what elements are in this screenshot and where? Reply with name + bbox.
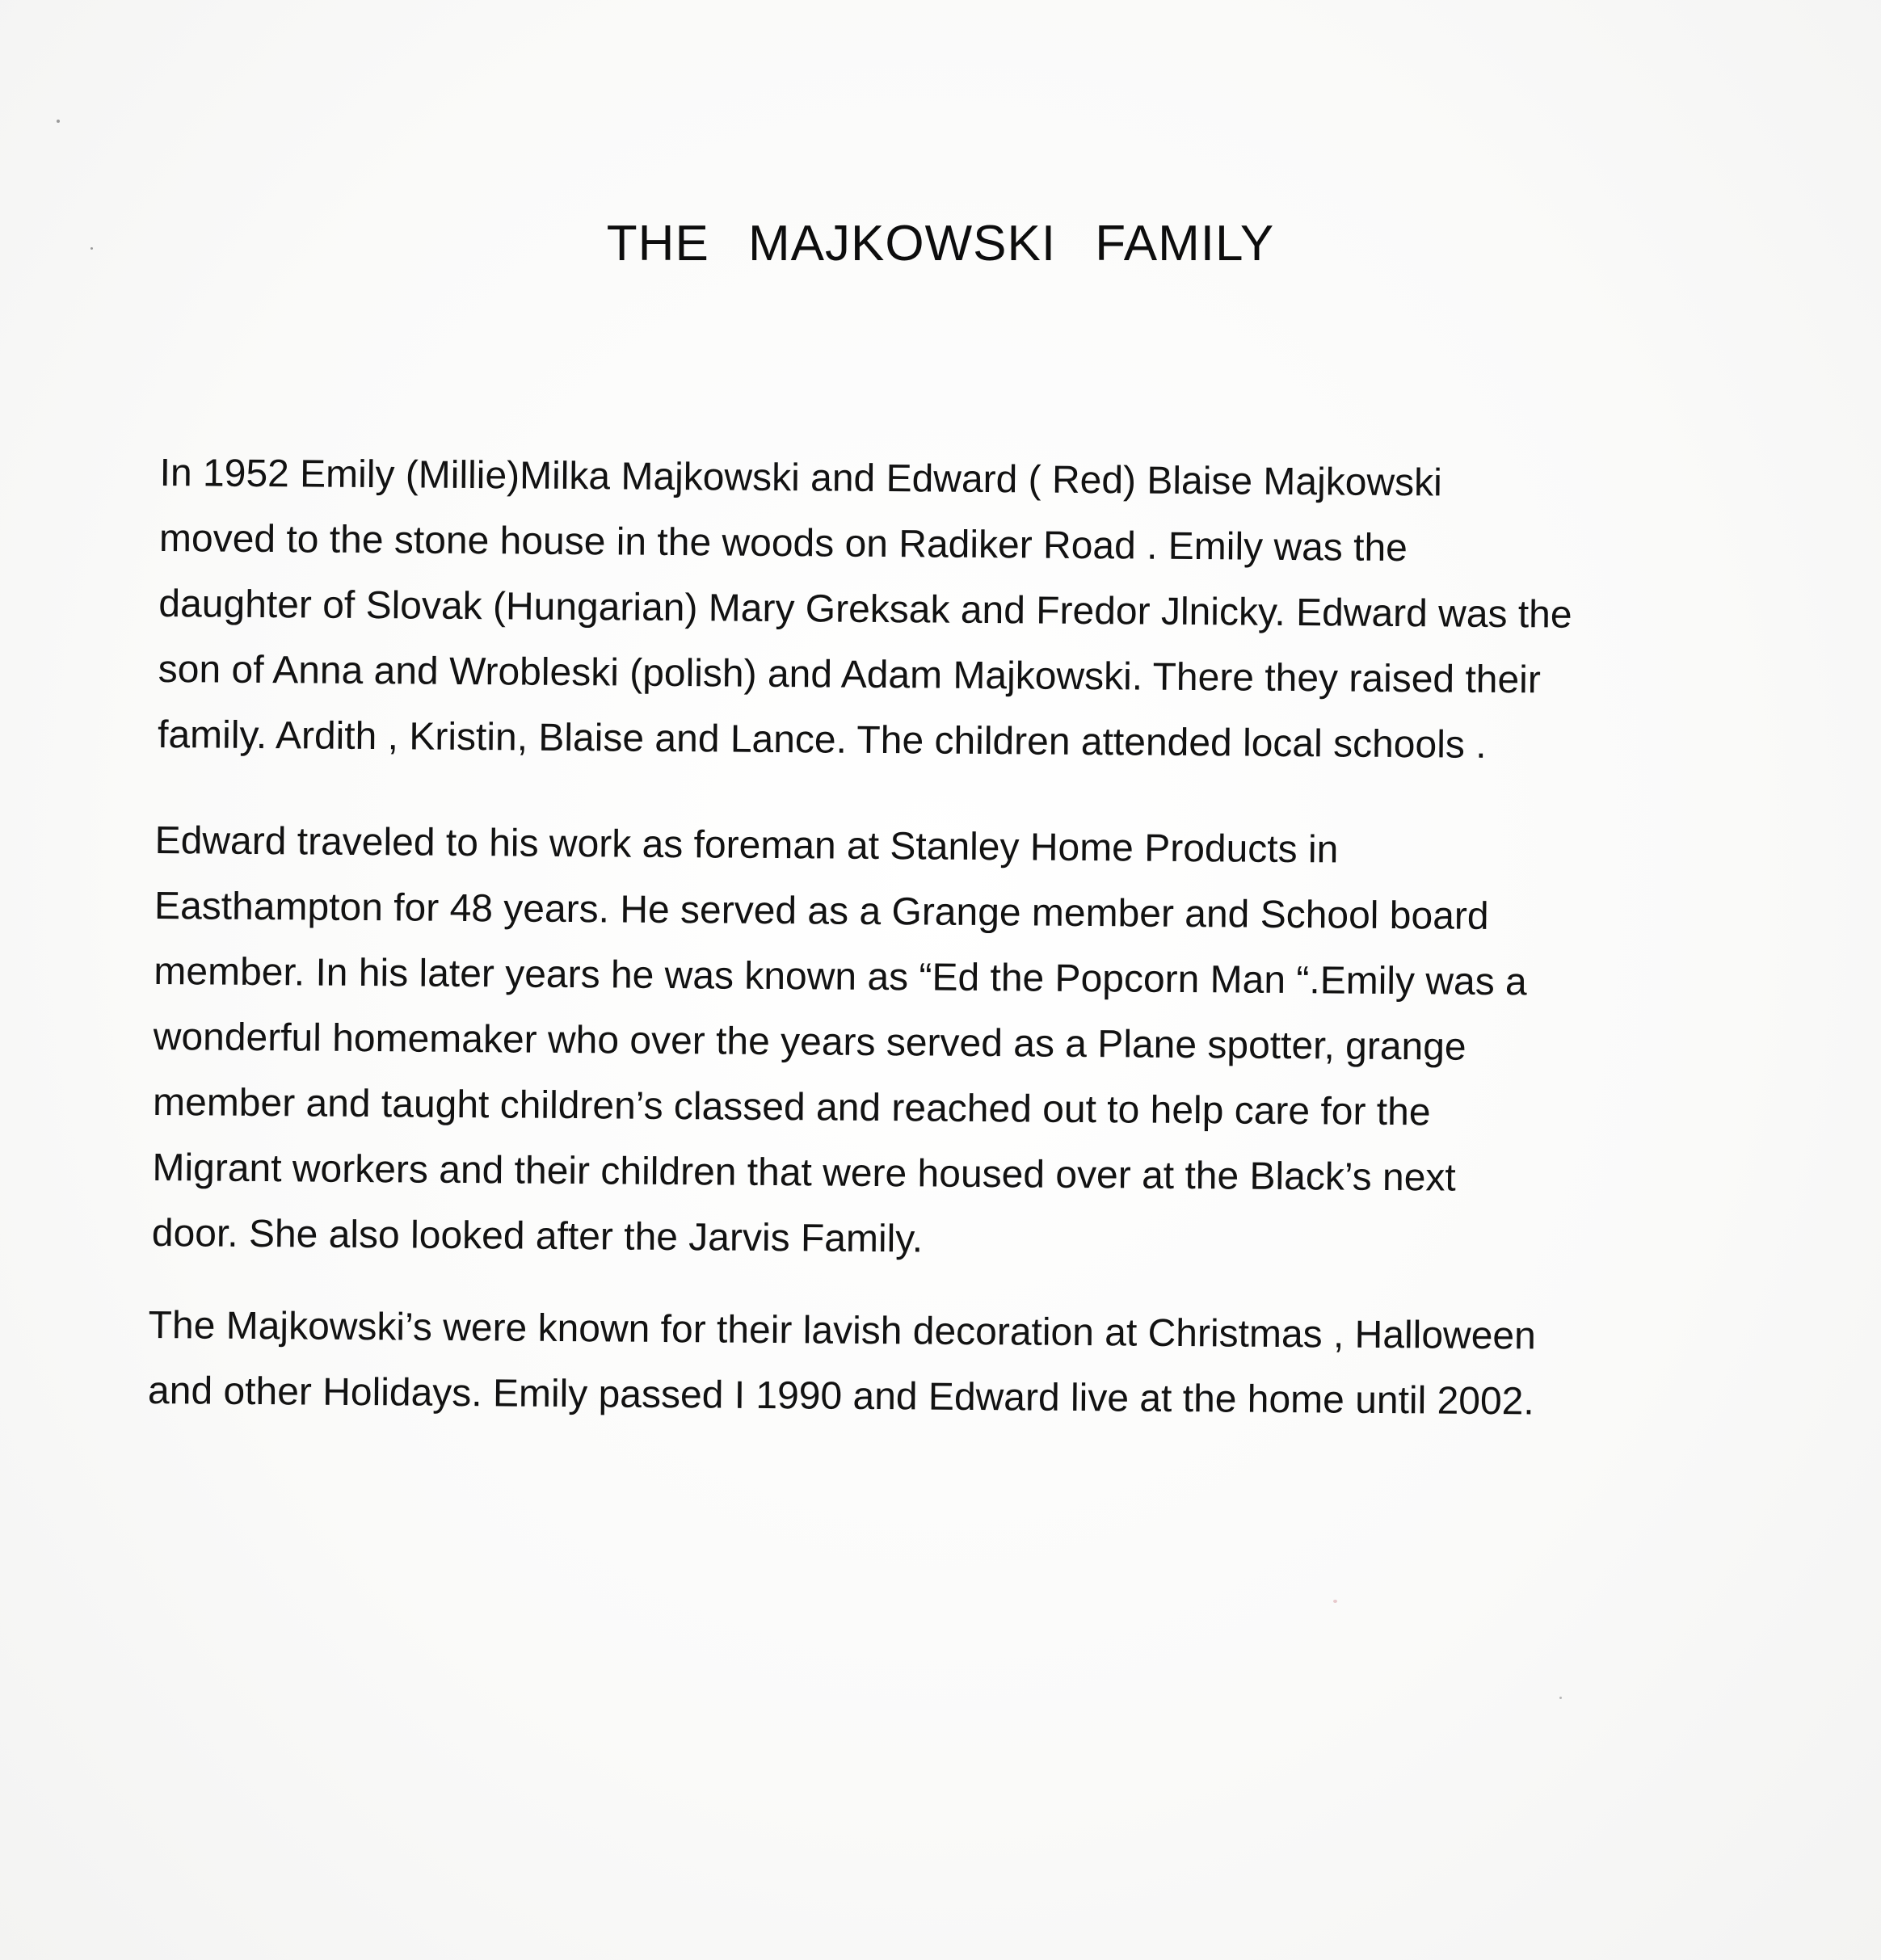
paper-speck (1559, 1697, 1562, 1699)
paper-speck (90, 247, 93, 250)
paragraph-line: member. In his later years he was known as “Ed the Popcorn Man “.Emily was a (154, 949, 1527, 1004)
paragraph-line: member and taught children’s classed and reached out to help care for the (152, 1080, 1431, 1134)
document-title: THE MAJKOWSKI FAMILY (606, 216, 1275, 271)
paragraph-line: moved to the stone house in the woods on Radiker Road . Emily was the (158, 516, 1408, 570)
paper-speck (57, 120, 60, 123)
paragraph-line: Migrant workers and their children that were housed over at the Black’s next (152, 1146, 1456, 1200)
paragraph-1 (158, 440, 1744, 780)
paragraph-line: daughter of Slovak (Hungarian) Mary Greksak and Fredor Jlnicky. Edward was the (158, 582, 1572, 637)
paragraph-line: door. She also looked after the Jarvis Family. (151, 1211, 924, 1261)
paragraph-line: and other Holidays. Emily passed I 1990 and Edward live at the home until 2002. (147, 1369, 1534, 1424)
paragraph-line: In 1952 Emily (Millie)Milka Majkowski and Edward ( Red) Blaise Majkowski (159, 451, 1442, 505)
paragraph-line: Edward traveled to his work as foreman at Stanley Home Products in (154, 818, 1339, 872)
paragraph-line: The Majkowski’s were known for their lavish decoration at Christmas , Halloween (148, 1303, 1536, 1358)
paper-speck (1333, 1600, 1337, 1603)
paragraph-2 (152, 808, 1739, 1278)
paragraph-line: wonderful homemaker who over the years served as a Plane spotter, grange (153, 1015, 1467, 1069)
paragraph-line: family. Ardith , Kristin, Blaise and Lance. The children attended local schools . (157, 713, 1487, 767)
paragraph-3 (148, 1293, 1732, 1436)
paragraph-line: Easthampton for 48 years. He served as a Grange member and School board (154, 884, 1489, 938)
paragraph-line: son of Anna and Wrobleski (polish) and Adam Majkowski. There they raised their (158, 647, 1542, 702)
